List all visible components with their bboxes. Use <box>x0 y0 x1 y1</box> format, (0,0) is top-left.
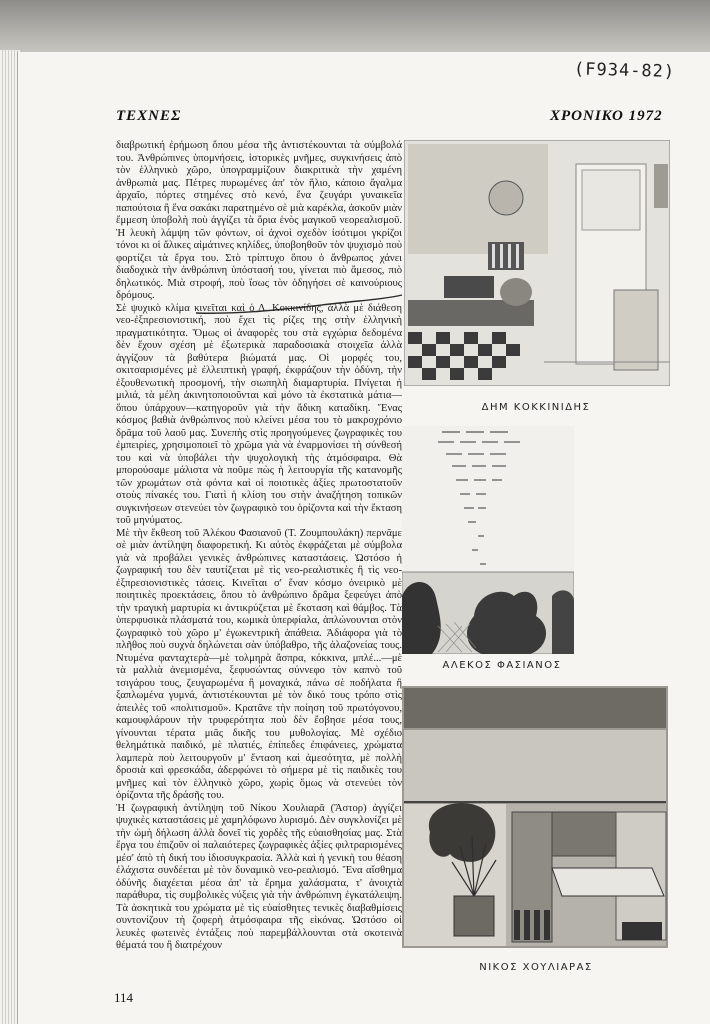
issue-header: ΧΡΟΝΙΚΟ 1972 <box>550 108 663 124</box>
scanner-background <box>0 0 710 54</box>
article-paragraph: Σὲ ψυχικὸ κλίμα κινεῖται καὶ ὁ Δ. Κοκκινίδης, ἀλλὰ μὲ διάθεση νεο-ἐξπρεσιονιστική, ποὺ ἔχει τὶς ρίζες της στὴν ἑλληνικὴ πραγματικότητα. Ὅμως οἱ ἀναφορὲς του στὰ εγχώρια δεδομένα δὲν ἔχουν σχέση μὲ ἐξωτερικὰ παραδοσιακὰ στοιχεῖα ἀλλὰ ἀγγίζουν τὰ βαθύτερα βιώματά μας. Οἱ μορφές του, σκιτσαρισμένες μὲ ἐλλειπτικὴ γραφή, ἐκφράζουν τὴν ὀδύνη, τὴν ἐξουθενωτικὴ προσμονή, τὴν σιωπηλὴ διαμαρτυρία. Πνίγεται ἡ μιλιά, τὰ μέλη ἀκινητοποιοῦνται καὶ μόνο τὰ ἐκστατικὰ μάτια—ὅπου ὑπάρχουν—κατηγοροῦν γιὰ τὴν ἄδικη καταδίκη. Ἕνας κόσμος βαθιὰ ἀνθρώπινος ποὺ κλείνει μέσα του τὸ μακροχρόνιο δρᾶμα τοῦ λαοῦ μας. Συνεπὴς στὶς προηγούμενες ζωγραφικὲς του ἐμπειρίες, χρησιμοποιεῖ τὸ χρῶμα γιὰ νὰ ἐναρμονίσει τὴ σύνθεσή του καὶ νὰ ὑποβάλει τὴν ψυχολογικὴ τὴς ἀτμόσφαιρα. Θὰ μπορούσαμε μάλιστα νὰ ποῦμε πὼς ἡ λειτουργία τῆς κατανομῆς τῶν χρωμάτων στὰ φόντα καὶ οἱ ποιοτικὲς ἀξίες πρωτοστατοῦν στοὺς πίνακές του. Γιατὶ ἡ κλίση του στὴν ἀναζήτηση τοπικῶν συγκινήσεων στενεύει τὸν ζωγραφικὸ του ὁρίζοντα καὶ τὴν ἔκταση τοῦ μηνύματος. <box>116 302 402 526</box>
article-paragraph: διαβρωτική ἐρήμωση ὅπου μέσα τῆς ἀντιστέκουνται τὰ σύμβολά του. Ἀνθρώπινες ὑπομνήσεις, ἱστορικὲς μνῆμες, συγκινήσεις ἀπὸ τὸν ἑλληνικὸ χῶρο, ὑπογραμμίζουν διακριτικὰ τὴν χαμένη ἀνθρωπιὰ μας. Πέτρες πυρωμένες ἀπ' τὸν ἥλιο, κάποιο ἄγαλμα ἀρχαῖο, πόρτες στημένες στὸ κενό, ἕνα ζευγάρι γυναικεῖα παπούτσια ἢ ἕνα σακάκι παρατημένο σὲ μιὰ καρέκλα, ἀσκοῦν μιὰν ἔμμεση ὑποβολὴ ποὺ ἀγγίζει τὰ ὅρια ἑνὸς μαγικοῦ νεορεαλισμοῦ. Ἡ λευκὴ λάμψη τῶν φόντων, οἱ ἀχνοὶ σχεδὸν ἰσότιμοι γκρίζοι τόνοι κι οἱ ἄλικες αἱμάτινες κηλίδες, ὑποβοηθοῦν τὸν ψυχισμὸ ποὺ φορτίζει τὰ ἔργα του. Στὸ τρίπτυχο ὅπου ὁ ἄνθρωπος χάνει διαδοχικὰ τὴν ἀνθρώπινη ὑπόστασή του, γίνεται πιὸ ἄμεσος, πιὸ δηλωτικός. Μιὰ στροφή, ποὺ ἴσως τὸν ὁδηγήσει σὲ καινούριους δρόμους. <box>116 140 402 301</box>
houliaras-artwork <box>402 686 668 948</box>
kokkinidis-artwork <box>404 140 670 386</box>
fasianos-artwork <box>402 426 574 654</box>
caption-kokkinidis: ΔΗΜ ΚΟΚΚΙΝΙΔΗΣ <box>481 402 591 413</box>
archive-stamp: (F934-82) <box>573 59 676 82</box>
page-number: 114 <box>114 990 134 1005</box>
figure-houliaras <box>402 686 668 948</box>
pen-underline-mark <box>194 293 404 317</box>
article-column <box>116 140 402 988</box>
caption-houliaras: ΝΙΚΟΣ ΧΟΥΛΙΑΡΑΣ <box>479 962 593 973</box>
article-paragraph: Ἡ ζωγραφικὴ ἀντίληψη τοῦ Νίκου Χουλιαρᾶ (Ἄστορ) ἀγγίζει ψυχικὲς καταστάσεις μὲ χαμηλόφωνο λυρισμό. Δὲν συγκλονίζει μὲ τὴν ὠμὴ δήλωση ἀλλὰ δονεῖ τὶς χορδὲς τῆς εὐαισθησίας μας. Στὰ ἔργα του ἐπιζοῦν οἱ παλαιότερες ζωγραφικὲς ἀξίες φιλτραρισμένες μέσ' ἀπὸ τὴ δική του ἰδιοσυγκρασία. Ἀλλὰ καὶ ἡ γενικὴ του θέαση ἐλάχιστα συνδέεται μὲ τὸν δυναμικὸ νεο-ρεαλισμό. Ἕνα αἴσθημα ὀδύνῆς διαχέεται μέσα ἀπ' τὰ ἔρημα χαλάσματα, τ' ἀνοιχτὰ παράθυρα, τὶς συμβολικὲς νύξεις γιὰ τὴν ἀνθρώπινη ἐγκατάλειψη. Τὰ ἀσκητικὰ του χρώματα μὲ τὶς εὐαίσθητες τενικὲς διαβαθμίσεις συντονίζουν τὴ ζοφερὴ ἀτμόσφαιρα τῆς εἰκόνας. Ὡστόσο οἱ λευκὲς φωτεινὲς ἐντάξεις ποὺ παρεμβάλλουνται στὰ σκοτεινὰ θέματά του ἢ διατρέχουν <box>116 802 402 951</box>
caption-fasianos: ΑΛΕΚΟΣ ΦΑΣΙΑΝΟΣ <box>442 660 562 671</box>
section-header: ΤΕΧΝΕΣ <box>116 108 182 124</box>
figure-fasianos <box>402 426 574 654</box>
page-stack-edge <box>0 50 20 1024</box>
article-paragraph: Μὲ τὴν ἔκθεση τοῦ Ἀλέκου Φασιανοῦ (Τ. Ζουμπουλάκη) περνᾶμε σὲ μιὰν ἀντίληψη διαφορετική. Κι αὐτὸς ἐκφράζεται μὲ σύμβολα γιὰ νὰ προβάλει γενικὲς ἀνθρώπινες καταστάσεις. Ὡστόσο ἡ ζωγραφική του δὲν ταυτίζεται μὲ τὶς νεο-ρεαλιστικὲς ἢ τὶς νεο-ἐξπρεσιονιστικὲς τάσεις. Κινεῖται σ' ἕναν κόσμο ὀνειρικὸ μὲ ποιητικὲς προεκτάσεις, ὅπου τὸ ἀνθρώπινο δρᾶμα ξεφεύγει ἀπὸ τὴν τραγικὴ μαρτυρία κι ἀντικρύζεται μὲ ἔκσταση καὶ θάμβος. Τὰ ὑπερφυσικὰ πλάσματά του, κωμικὰ ὑπερφίαλα, ἁπλώνουνται στὸν ζωγραφικὸ τοὺ χῶρο μ' ἐγωκεντρικὴ ἀπάθεια. Ἀδιάφορα γιὰ τὸ πλῆθος ποὺ συχνὰ δηλώνεται σὰν ὑπόβαθρο, τῆς ἀλαζονείας τους. Ντυμένα φανταχτερὰ—μὲ τολμηρὰ ἄσπρα, κόκκινα, μπλέ...—μὲ τὰ μαλλιὰ ἀνεμισμένα, ξεφυσώντας σύννεφο τὸν καπνὸ τοῦ τσιγάρου τους, ζευγαρωμένα ἢ μοναχικά, πάνω σὲ ποδήλατα ἢ ξαπλωμένα γυμνά, ἀντιστέκουνται μὲ τὸν δικό τους τρόπο στὶς ἀπειλὲς τοῦ «πολιτισμοῦ». Κρατᾶνε τὴν ποίηση τοῦ πρωτόγονου, καμουφλάρουν τὴν τρυφερότητα ποὺ δὲν ἔσβησε μέσα τους, γίνουνται τέρατα μιᾶς δικῆς του μυθολογίας. Μὲ σχέδιο θελημάτικὰ παιδικό, μὲ πλατιές, ἐπίπεδες ἐπιφάνειες, χρώματα λαμπερὰ ποὺ λειτουργοῦν μ' ἔνταση καὶ ἀμεσότητα, μὲ πολλὴ δροσιὰ καὶ φρεσκάδα, ἀδερφώνει τὸ σήμερα μὲ τὶς παιδικὲς του μνῆμες καὶ τὸν ἑλληνικὸ χῶρο, χωρὶς ὅμως νὰ στενεύει τὸν ὁρίζοντα τῆς δράσῆς του. <box>116 527 402 801</box>
magazine-page <box>18 52 710 1024</box>
figure-kokkinidis <box>404 140 670 386</box>
